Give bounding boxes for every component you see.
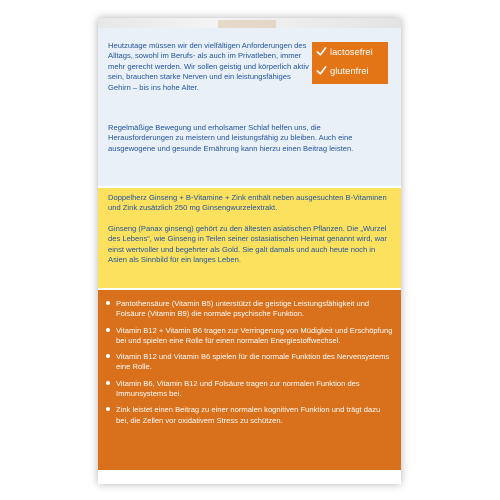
package-flap xyxy=(218,20,276,28)
claim-text: Vitamin B12 + Vitamin B6 tragen zur Verringerung von Müdigkeit und Erschöpfung bei und spielen eine Rolle für einen normalen Energiestoffwechsel. xyxy=(116,325,393,345)
info-paragraph-1: Doppelherz Ginseng + B-Vitamine + Zink enthält neben ausgesuchten B-Vitaminen und Zink zusätzlich 250 mg Ginsengwurzelextrakt. xyxy=(108,193,387,213)
package-top-edge xyxy=(98,18,401,28)
claim-item xyxy=(104,379,394,400)
info-panel xyxy=(98,188,401,288)
package-bottom-edge xyxy=(98,470,401,484)
free-from-badge xyxy=(312,42,388,84)
claim-item xyxy=(104,352,394,373)
bullet-icon xyxy=(106,328,110,332)
claim-text: Vitamin B6, Vitamin B12 und Folsäure tragen zur normalen Funktion des Immunsystems bei. xyxy=(116,378,360,399)
info-paragraph-2: Ginseng (Panax ginseng) gehört zu den ältesten asiatischen Pflanzen. Die „Wurzel des Lebens“, wie Ginseng in Teilen seiner ostasiatischen Heimat genannt wird, war einst wertvoller und begehrter als Gold. Sie galt damals und auch heute noch in Asien als Sinnbild für ein langes Leben. xyxy=(108,224,387,265)
claim-text: Vitamin B12 und Vitamin B6 spielen für die normale Funktion des Nervensystems eine Rolle. xyxy=(116,352,390,372)
claims-panel xyxy=(98,290,401,470)
intro-panel xyxy=(98,28,401,186)
package-back xyxy=(98,18,401,484)
claim-text: Pantothensäure (Vitamin B5) unterstützt die geistige Leistungsfähigkeit und Folsäure (Vitamin B9) die normale psychische Funktion. xyxy=(116,299,370,319)
claim-item xyxy=(104,326,394,347)
bullet-icon xyxy=(106,407,110,411)
badge-row-gluten xyxy=(312,61,388,80)
claims-list xyxy=(104,299,394,432)
check-icon xyxy=(316,65,327,76)
claim-item xyxy=(104,405,394,426)
check-icon xyxy=(316,46,327,57)
bullet-icon xyxy=(106,354,110,358)
bullet-icon xyxy=(106,301,110,305)
badge-gluten-label: glutenfrei xyxy=(330,65,369,76)
bullet-icon xyxy=(106,381,110,385)
badge-lactose-label: lactosefrei xyxy=(330,46,373,57)
intro-paragraph-2: Regelmäßige Bewegung und erholsamer Schlaf helfen uns, die Herausforderungen zu meistern und leistungsfähig zu bleiben. Auch eine ausgewogene und gesunde Ernährung kann hierzu einen Beitrag leisten. xyxy=(108,123,354,153)
claim-text: Zink leistet einen Beitrag zu einer normalen kognitiven Funktion und trägt dazu bei, die Zellen vor oxidativem Stress zu schützen. xyxy=(116,405,381,425)
badge-row-lactose xyxy=(312,42,388,61)
intro-paragraph-1: Heutzutage müssen wir den vielfältigen Anforderungen des Alltags, sowohl im Berufs- als auch im Privatleben, immer mehr gerecht werden. Wir sollen geistig und körperlich aktiv sein, brauchen starke Nerven und ein leistungsfähiges Gehirn – bis ins hohe Alter. xyxy=(108,41,309,92)
claim-item xyxy=(104,299,394,320)
